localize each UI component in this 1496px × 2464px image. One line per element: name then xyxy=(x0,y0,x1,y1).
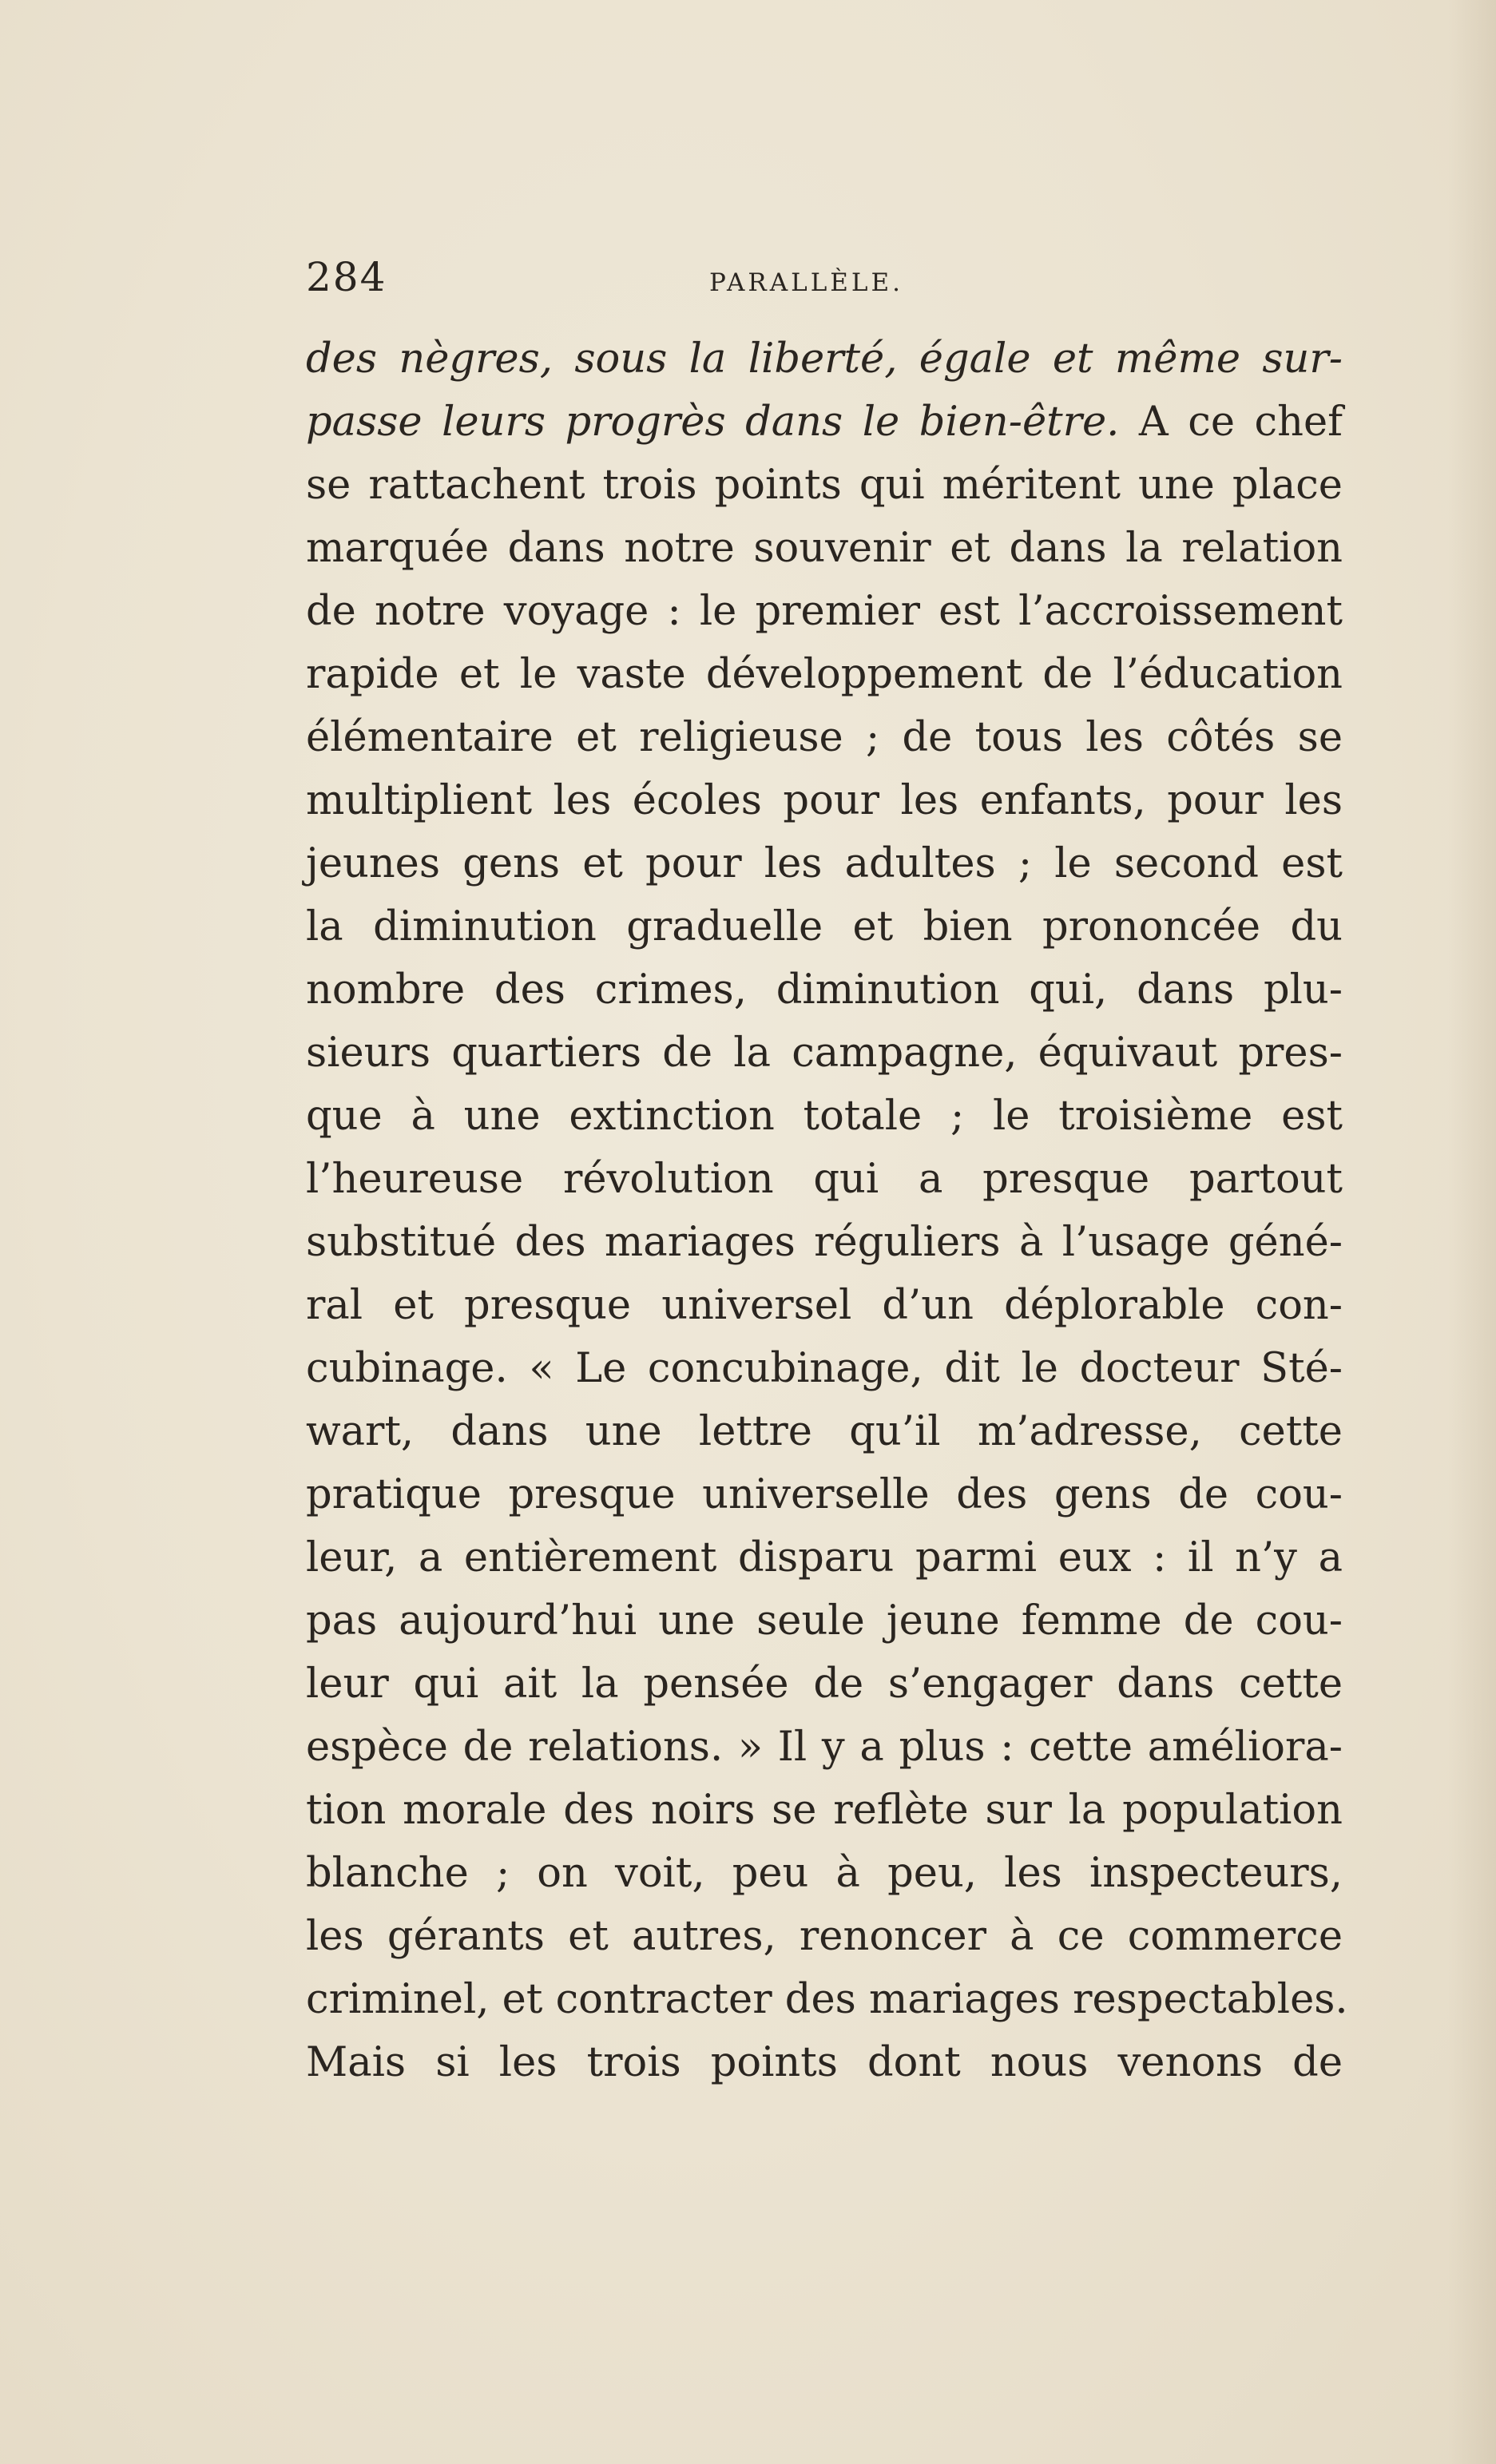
text-line: les gérants et autres, renoncer à ce commerce xyxy=(306,1913,1343,1960)
text-line: nombre des crimes, diminution qui, dans plu- xyxy=(306,966,1343,1014)
italic-phrase: passe leurs progrès dans le bien-être. xyxy=(306,399,1120,446)
text-line: pas aujourd’hui une seule jeune femme de cou- xyxy=(306,1597,1343,1645)
roman-phrase: A ce chef xyxy=(1119,399,1343,446)
text-line: tion morale des noirs se reflète sur la population xyxy=(306,1787,1343,1834)
text-line: se rattachent trois points qui méritent une place xyxy=(306,462,1343,509)
text-line: la diminution graduelle et bien prononcée du xyxy=(306,903,1343,950)
text-line: jeunes gens et pour les adultes ; le second est xyxy=(306,840,1343,887)
text-line: leur qui ait la pensée de s’engager dans cette xyxy=(306,1661,1343,1708)
text-line: de notre voyage : le premier est l’accroissement xyxy=(306,588,1343,635)
text-line: wart, dans une lettre qu’il m’adresse, cette xyxy=(306,1408,1343,1455)
page-header xyxy=(306,254,1360,318)
text-line: que à une extinction totale ; le troisième est xyxy=(306,1093,1343,1140)
text-line: criminel, et contracter des mariages respectables. xyxy=(306,1976,1348,2023)
text-line: cubinage. « Le concubinage, dit le docteur Sté- xyxy=(306,1345,1343,1392)
text-line: multiplient les écoles pour les enfants, pour les xyxy=(306,777,1343,824)
text-line xyxy=(306,391,1343,454)
page-edge-shadow xyxy=(1448,0,1496,2464)
text-line: pratique presque universelle des gens de cou- xyxy=(306,1471,1343,1518)
text-line: l’heureuse révolution qui a presque partout xyxy=(306,1156,1343,1203)
body-text xyxy=(306,327,1348,2094)
text-line: marquée dans notre souvenir et dans la relation xyxy=(306,525,1343,572)
text-line: élémentaire et religieuse ; de tous les côtés se xyxy=(306,714,1343,761)
text-line: sieurs quartiers de la campagne, équivaut pres- xyxy=(306,1030,1343,1077)
italic-phrase: des nègres, sous la liberté, égale et même sur- xyxy=(306,335,1343,383)
text-line: Mais si les trois points dont nous venons de xyxy=(306,2039,1343,2086)
text-line xyxy=(306,327,1343,391)
page-number: 284 xyxy=(306,254,387,300)
text-line: espèce de relations. » Il y a plus : cette améliora- xyxy=(306,1724,1343,1771)
text-line: leur, a entièrement disparu parmi eux : il n’y a xyxy=(306,1534,1343,1581)
text-line: blanche ; on voit, peu à peu, les inspecteurs, xyxy=(306,1850,1343,1897)
running-head: PARALLÈLE. xyxy=(709,268,903,297)
text-line: substitué des mariages réguliers à l’usage géné- xyxy=(306,1219,1343,1266)
text-line: ral et presque universel d’un déplorable con- xyxy=(306,1282,1343,1329)
text-line: rapide et le vaste développement de l’éducation xyxy=(306,651,1343,698)
